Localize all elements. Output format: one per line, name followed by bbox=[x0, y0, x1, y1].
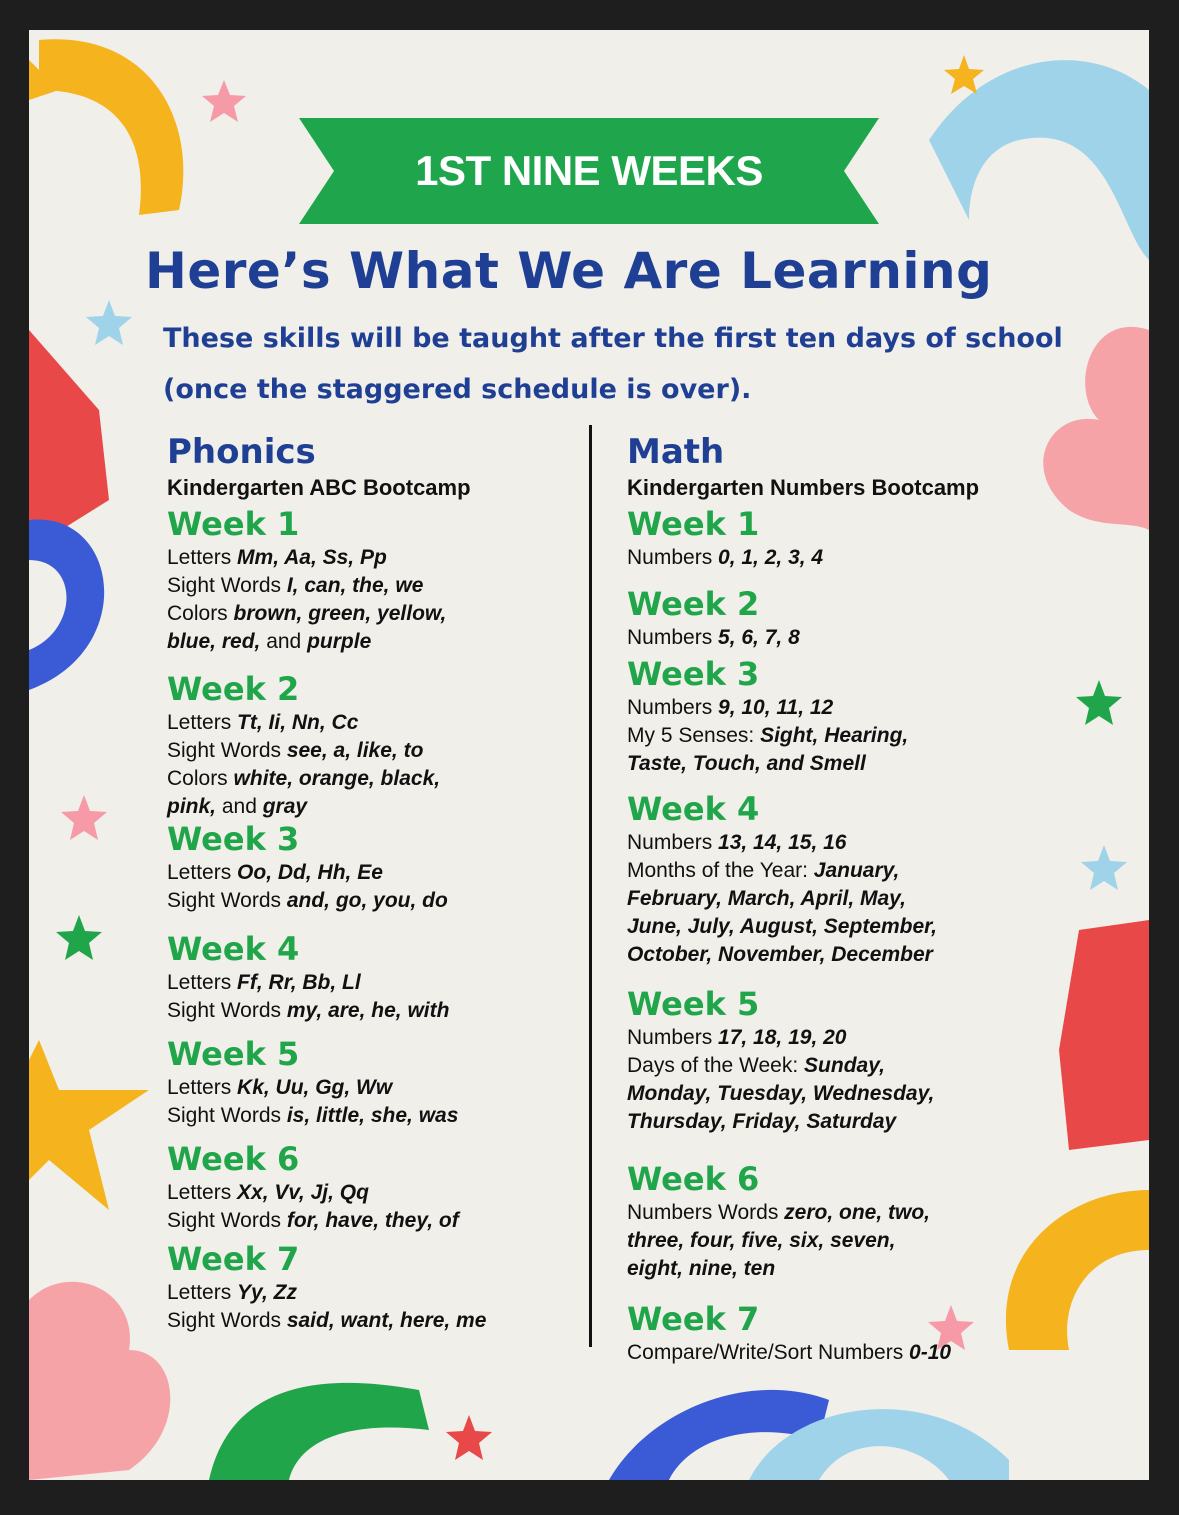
line-items: Thursday, Friday, Saturday bbox=[627, 1110, 897, 1133]
week-line bbox=[627, 941, 1097, 969]
red-star-shape bbox=[446, 1415, 492, 1460]
line-items: for, have, they, of bbox=[286, 1209, 459, 1232]
line-label: Months of the Year: bbox=[627, 859, 814, 882]
week-label: Week 3 bbox=[167, 820, 300, 858]
week-line bbox=[627, 829, 1097, 857]
line-items: white, orange, black, bbox=[233, 767, 441, 790]
week-line bbox=[167, 628, 587, 656]
line-items: Taste, Touch, and Smell bbox=[627, 752, 866, 775]
week-line bbox=[167, 709, 587, 737]
column-divider bbox=[589, 425, 592, 1347]
week-label: Week 6 bbox=[167, 1140, 300, 1178]
line-label: Numbers bbox=[627, 626, 719, 649]
line-items: Monday, Tuesday, Wednesday, bbox=[627, 1082, 935, 1105]
blue-ring-shape bbox=[29, 519, 104, 690]
week-line bbox=[167, 1279, 587, 1307]
line-items: Ff, Rr, Bb, Ll bbox=[237, 971, 361, 994]
week-line bbox=[627, 913, 1097, 941]
week-line bbox=[627, 544, 1097, 572]
phonics-heading: Phonics bbox=[167, 432, 316, 472]
line-items: three, four, five, six, seven, bbox=[627, 1229, 896, 1252]
line-label: Sight Words bbox=[167, 739, 287, 762]
light-blue-star-shape bbox=[86, 300, 132, 345]
banner bbox=[299, 118, 879, 224]
line-items: 17, 18, 19, 20 bbox=[718, 1026, 847, 1049]
week-line bbox=[167, 1307, 587, 1335]
line-items: February, March, April, May, bbox=[627, 887, 906, 910]
week-line bbox=[167, 969, 587, 997]
green-arch-shape bbox=[209, 1383, 429, 1480]
week-line bbox=[167, 1179, 587, 1207]
red-shape bbox=[29, 330, 109, 550]
line-label: Colors bbox=[167, 602, 234, 625]
line-items: pink, bbox=[167, 795, 217, 818]
math-week-1 bbox=[627, 504, 1097, 572]
line-label: Sight Words bbox=[167, 1209, 287, 1232]
math-bootcamp: Kindergarten Numbers Bootcamp bbox=[627, 475, 980, 500]
line-label: Letters bbox=[167, 546, 238, 569]
week-label: Week 4 bbox=[627, 790, 760, 828]
line-items: gray bbox=[262, 795, 308, 818]
week-label: Week 1 bbox=[627, 505, 760, 543]
green-star-left-shape bbox=[56, 915, 102, 960]
yellow-star-shape bbox=[29, 1040, 149, 1210]
line-items: zero, one, two, bbox=[784, 1201, 930, 1224]
week-line bbox=[167, 1102, 587, 1130]
week-label: Week 2 bbox=[167, 670, 300, 708]
week-label: Week 7 bbox=[167, 1240, 300, 1278]
line-label: Sight Words bbox=[167, 1309, 287, 1332]
line-items: and, go, you, do bbox=[286, 889, 448, 912]
week-label: Week 7 bbox=[627, 1300, 760, 1338]
line-label: Days of the Week: bbox=[627, 1054, 805, 1077]
line-items: June, July, August, September, bbox=[627, 915, 938, 938]
yellow-star-small-shape bbox=[944, 55, 984, 94]
math-week-2 bbox=[627, 584, 1097, 652]
line-label: Numbers bbox=[627, 831, 719, 854]
week-label: Week 3 bbox=[627, 655, 760, 693]
week-line bbox=[627, 694, 1097, 722]
line-connector: and bbox=[216, 795, 263, 818]
line-items: Tt, Ii, Nn, Cc bbox=[237, 711, 359, 734]
week-label: Week 2 bbox=[627, 585, 760, 623]
week-line bbox=[627, 1108, 1097, 1136]
phonics-week-3 bbox=[167, 819, 587, 915]
week-line bbox=[167, 997, 587, 1025]
line-label: Numbers bbox=[627, 1026, 719, 1049]
week-line bbox=[627, 1199, 1097, 1227]
week-line bbox=[627, 1080, 1097, 1108]
line-items: October, November, December bbox=[627, 943, 933, 966]
math-week-3 bbox=[627, 654, 1097, 778]
line-items: January, bbox=[813, 859, 900, 882]
line-label: Compare/Write/Sort Numbers bbox=[627, 1341, 910, 1364]
line-label: Letters bbox=[167, 971, 238, 994]
math-column bbox=[627, 430, 1097, 1364]
line-items: 9, 10, 11, 12 bbox=[718, 696, 834, 719]
line-items: is, little, she, was bbox=[286, 1104, 459, 1127]
line-items: Sunday, bbox=[804, 1054, 885, 1077]
line-items: brown, green, yellow, bbox=[233, 602, 447, 625]
math-week-7 bbox=[627, 1299, 1097, 1367]
flyer-page bbox=[29, 30, 1149, 1480]
line-items: Kk, Uu, Gg, Ww bbox=[237, 1076, 393, 1099]
week-label: Week 4 bbox=[167, 930, 300, 968]
line-label: Colors bbox=[167, 767, 234, 790]
week-line bbox=[627, 1339, 1097, 1367]
phonics-week-4 bbox=[167, 929, 587, 1025]
week-line bbox=[627, 1227, 1097, 1255]
math-week-5 bbox=[627, 984, 1097, 1136]
line-items: Xx, Vv, Jj, Qq bbox=[237, 1181, 369, 1204]
week-line bbox=[167, 1207, 587, 1235]
line-items: purple bbox=[307, 630, 372, 653]
pink-star-shape bbox=[202, 80, 246, 122]
pink-star-left-shape bbox=[61, 795, 107, 840]
banner-title: 1ST NINE WEEKS bbox=[415, 147, 763, 194]
math-heading: Math bbox=[627, 432, 725, 472]
week-line bbox=[167, 737, 587, 765]
week-label: Week 5 bbox=[167, 1035, 300, 1073]
phonics-column bbox=[167, 430, 587, 1332]
week-line bbox=[167, 1074, 587, 1102]
week-line bbox=[627, 722, 1097, 750]
week-line bbox=[167, 793, 587, 821]
line-label: Sight Words bbox=[167, 574, 287, 597]
line-items: Sight, Hearing, bbox=[760, 724, 909, 747]
pink-heart-bottom-shape bbox=[29, 1282, 170, 1480]
week-line bbox=[167, 572, 587, 600]
line-label: Letters bbox=[167, 861, 238, 884]
week-line bbox=[167, 859, 587, 887]
week-line bbox=[167, 600, 587, 628]
line-items: I, can, the, we bbox=[286, 574, 424, 597]
week-line bbox=[627, 624, 1097, 652]
week-line bbox=[627, 1255, 1097, 1283]
line-items: see, a, like, to bbox=[286, 739, 424, 762]
line-items: 13, 14, 15, 16 bbox=[718, 831, 847, 854]
phonics-bootcamp: Kindergarten ABC Bootcamp bbox=[167, 475, 471, 500]
line-label: Letters bbox=[167, 1281, 238, 1304]
line-items: Yy, Zz bbox=[237, 1281, 297, 1304]
line-items: 5, 6, 7, 8 bbox=[718, 626, 800, 649]
phonics-week-5 bbox=[167, 1034, 587, 1130]
page-subtitle: These skills will be taught after the first ten days of school (once the staggered schedule is over). bbox=[163, 323, 1063, 405]
week-line bbox=[627, 750, 1097, 778]
line-label: Numbers bbox=[627, 546, 719, 569]
line-items: eight, nine, ten bbox=[627, 1257, 776, 1280]
week-line bbox=[167, 887, 587, 915]
week-label: Week 5 bbox=[627, 985, 760, 1023]
phonics-week-2 bbox=[167, 669, 587, 821]
page-title: Here’s What We Are Learning bbox=[145, 242, 993, 300]
line-items: blue, red, bbox=[167, 630, 261, 653]
line-connector: and bbox=[260, 630, 308, 653]
line-items: Oo, Dd, Hh, Ee bbox=[237, 861, 383, 884]
line-label: Letters bbox=[167, 711, 238, 734]
yellow-arch-shape bbox=[39, 39, 183, 215]
line-label: Sight Words bbox=[167, 889, 287, 912]
week-line bbox=[627, 1024, 1097, 1052]
phonics-week-7 bbox=[167, 1239, 587, 1335]
line-label: Letters bbox=[167, 1076, 238, 1099]
phonics-week-6 bbox=[167, 1139, 587, 1235]
week-line bbox=[627, 857, 1097, 885]
line-label: Numbers bbox=[627, 696, 719, 719]
line-label: Letters bbox=[167, 1181, 238, 1204]
line-label: Numbers Words bbox=[627, 1201, 785, 1224]
math-week-4 bbox=[627, 789, 1097, 969]
line-label: My 5 Senses: bbox=[627, 724, 761, 747]
week-line bbox=[627, 1052, 1097, 1080]
light-blue-rainbow-shape bbox=[929, 60, 1149, 260]
line-items: 0, 1, 2, 3, 4 bbox=[718, 546, 824, 569]
phonics-week-1 bbox=[167, 504, 587, 656]
line-label: Sight Words bbox=[167, 1104, 287, 1127]
line-items: 0-10 bbox=[909, 1341, 952, 1364]
week-label: Week 6 bbox=[627, 1160, 760, 1198]
line-items: said, want, here, me bbox=[286, 1309, 487, 1332]
week-line bbox=[167, 765, 587, 793]
line-items: Mm, Aa, Ss, Pp bbox=[237, 546, 387, 569]
week-line bbox=[167, 544, 587, 572]
week-label: Week 1 bbox=[167, 505, 300, 543]
line-items: my, are, he, with bbox=[286, 999, 450, 1022]
line-label: Sight Words bbox=[167, 999, 287, 1022]
math-week-6 bbox=[627, 1159, 1097, 1283]
week-line bbox=[627, 885, 1097, 913]
